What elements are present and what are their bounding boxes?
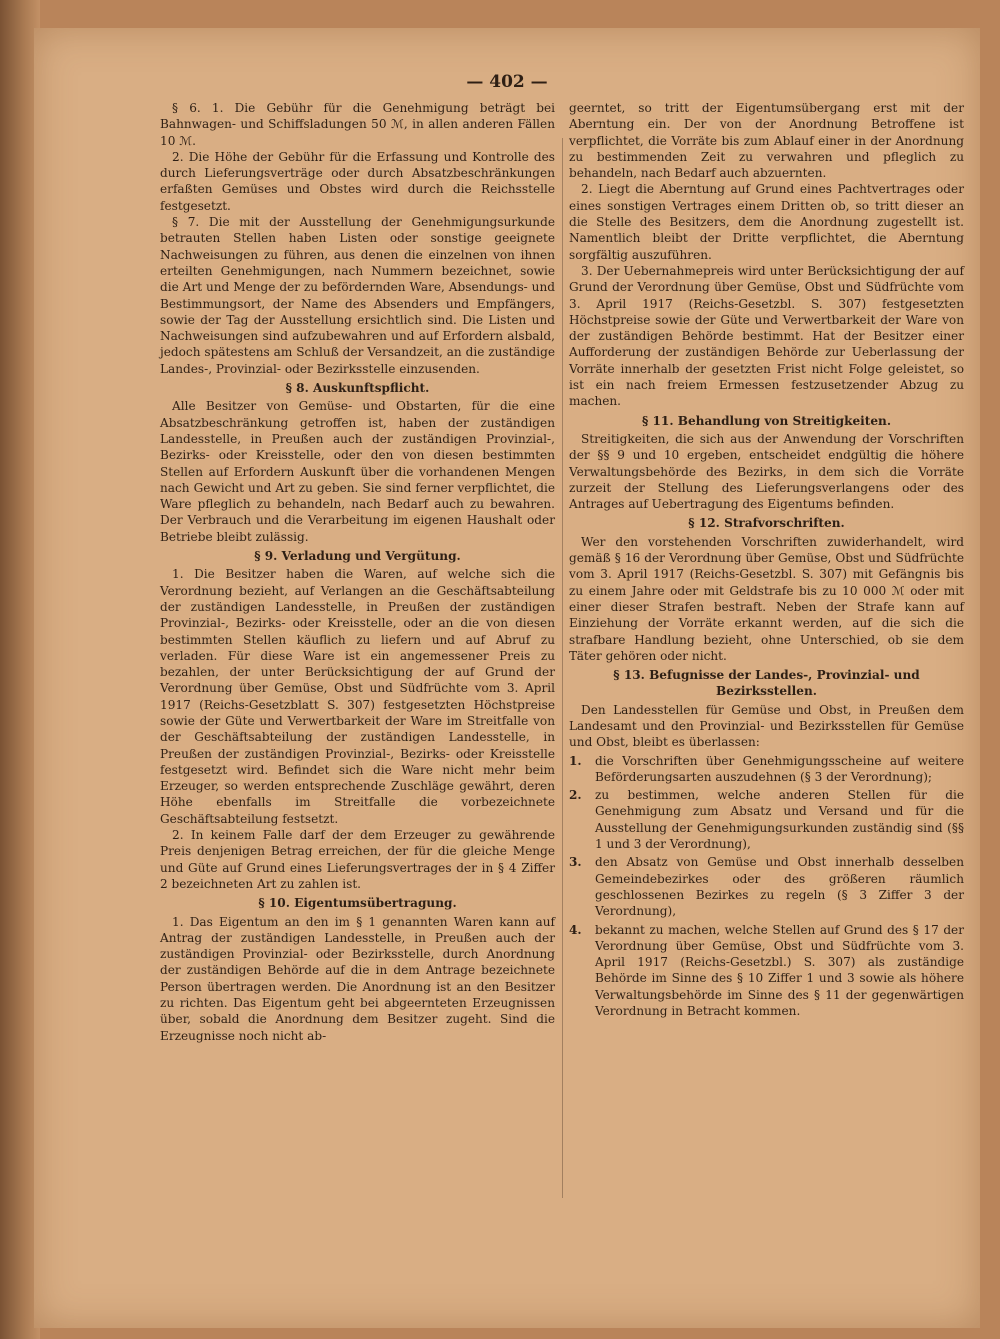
list-item-text: den Absatz von Gemüse und Obst innerhalb desselben Gemeindebezirkes oder des größeren räumlich geschlossenen Bezirkes zu regeln (§ 3 Ziffer 3 der Verordnung), [595,855,964,919]
list-item-number: 4. [569,922,582,937]
left-column [160,100,555,1044]
column-divider [562,138,563,1198]
paragraph-s9-1: 1. Die Besitzer haben die Waren, auf welche sich die Verordnung bezieht, auf Verlangen an die Geschäftsabteilung der zuständigen Landesstelle, in Preußen der zuständigen Provinzial-, Bezirks- oder Kreisstelle, oder an die von diesen bestimmten Stellen käuflich zu liefern und auf Abruf zu verladen. Für diese Ware ist ein angemessener Preis zu bezahlen, der unter Berücksichtigung der auf Grund der Verordnung über Gemüse, Obst und Südfrüchte vom 3. April 1917 (Reichs-Gesetzblatt S. 307) festgesetzten Höchstpreise sowie der Güte und Verwertbarkeit der Ware im Streitfalle von der Geschäftsabteilung der zuständigen Landesstelle, in Preußen der zuständigen Provinzial-, Bezirks- oder Kreisstelle festgesetzt wird. Befindet sich die Ware nicht mehr beim Erzeuger, so werden entsprechende Zuschläge gewährt, deren Höhe ebenfalls im Streitfalle die vorbezeichnete Geschäftsabteilung festsetzt. [160,567,555,826]
paragraph-s7: § 7. Die mit der Ausstellung der Genehmigungsurkunde betrauten Stellen haben Listen oder sonstige geeignete Nachweisungen zu führen, aus denen die einzelnen von ihnen erteilten Genehmigungen, nach Nummern bezeichnet, sowie die Art und Menge der zu befördernden Ware, Absendungs- und Bestimmungsort, der Name des Absenders und Empfängers, sowie der Tag der Ausstellung ersichtlich sind. Die Listen und Nachweisungen sind aufzubewahren und auf Erfordern alsbald, jedoch spätestens am Schluß der Versandzeit, an die zuständige Landes-, Provinzial- oder Bezirksstelle einzusenden. [160,215,555,376]
list-item-text: zu bestimmen, welche anderen Stellen für die Genehmigung zum Absatz und Versand und für die Ausstellung der Genehmigungsurkunden zuständig sind (§§ 1 und 3 der Verordnung), [595,788,964,852]
list-item-number: 1. [569,753,582,768]
paragraph-s10-2: 2. Liegt die Aberntung auf Grund eines Pachtvertrages oder eines sonstigen Vertrages einem Dritten ob, so tritt dieser an die Stelle des Besitzers, dem die Anordnung zugestellt ist. Namentlich bleibt der Dritte verpflichtet, die Aberntung sorgfältig auszuführen. [569,182,964,262]
list-item [569,787,964,852]
paragraph-s11: Streitigkeiten, die sich aus der Anwendung der Vorschriften der §§ 9 und 10 ergeben, entscheidet endgültig die höhere Verwaltungsbehörde des Bezirks, in dem sich die Vorräte zurzeit der Stellung des Lieferungsverlangens oder des Antrages auf Uebertragung des Eigentums befinden. [569,431,964,512]
paragraph-s6-1: § 6. 1. Die Gebühr für die Genehmigung beträgt bei Bahnwagen- und Schiffsladungen 50 ℳ, in allen anderen Fällen 10 ℳ. [160,101,555,148]
document-page [34,28,980,1328]
list-item [569,753,964,786]
paragraph-s13: Den Landesstellen für Gemüse und Obst, in Preußen dem Landesamt und den Provinzial- und Bezirksstellen für Gemüse und Obst, bleibt es überlassen: [569,702,964,750]
list-item [569,854,964,919]
list-item [569,922,964,1020]
heading-s12: § 12. Strafvorschriften. [688,516,845,531]
paragraph-s6-2: 2. Die Höhe der Gebühr für die Erfassung und Kontrolle des durch Lieferungsverträge oder durch Absatzbeschränkungen erfaßten Gemüses und Obstes wird durch die Reichsstelle festgesetzt. [160,149,555,213]
page-number: — 402 — [466,72,548,92]
list-item-number: 3. [569,855,582,870]
paragraph-s12: Wer den vorstehenden Vorschriften zuwiderhandelt, wird gemäß § 16 der Verordnung über Gemüse, Obst und Südfrüchte vom 3. April 1917 (Reichs-Gesetzbl. S. 307) mit Gefängnis bis zu einem Jahre oder mit Geldstrafe bis zu 10 000 ℳ oder mit einer dieser Strafen bestraft. Neben der Strafe kann auf Einziehung der Vorräte erkannt werden, auf die sich die strafbare Handlung bezieht, ohne Unterschied, ob sie dem Täter gehören oder nicht. [569,534,964,663]
paragraph-s10-1: 1. Das Eigentum an den im § 1 genannten Waren kann auf Antrag der zuständigen Landesstelle, in Preußen auch der zuständigen Provinzial- oder Bezirksstelle, durch Anordnung der zuständigen Behörde auf die in dem Antrage bezeichnete Person übertragen werden. Die Anordnung ist an den Besitzer zu richten. Das Eigentum geht bei abgeernteten Erzeugnissen über, sobald die Anordnung dem Besitzer zugeht. Sind die Erzeugnisse noch nicht ab- [160,914,555,1043]
right-column [569,100,964,1019]
heading-s11: § 11. Behandlung von Streitigkeiten. [641,413,892,428]
heading-s13: § 13. Befugnisse der Landes-, Provinzial- und Bezirksstellen. [613,668,920,699]
paragraph-s8: Alle Besitzer von Gemüse- und Obstarten, für die eine Absatzbeschränkung getroffen ist, haben der zuständigen Landesstelle, in Preußen auch der zuständigen Provinzial-, Bezirks- oder Kreisstelle, oder den von diesen bestimmten Stellen auf Erfordern Auskunft über die vorhandenen Mengen nach Gewicht und Art zu geben. Sie sind ferner verpflichtet, die Ware pfleglich zu behandeln, nach Bedarf auch zu bewahren. Der Verbrauch und die Verarbeitung im eigenen Haushalt oder Betriebe bleibt zulässig. [160,399,555,544]
heading-s8: § 8. Auskunftspflicht. [285,381,430,396]
heading-s9: § 9. Verladung und Vergütung. [254,549,461,564]
paragraph-s10-1-cont: geerntet, so tritt der Eigentumsübergang erst mit der Aberntung ein. Der von der Anordnung Betroffene ist verpflichtet, die Vorräte bis zum Ablauf einer in der Anordnung zu bestimmenden Zeit zu verwahren und pfleglich zu behandeln, nach Bedarf auch abzuernten. [569,101,964,181]
heading-s10: § 10. Eigentumsübertragung. [258,896,457,911]
paragraph-s10-3: 3. Der Uebernahmepreis wird unter Berücksichtigung der auf Grund der Verordnung über Gemüse, Obst und Südfrüchte vom 3. April 1917 (Reichs-Gesetzbl. S. 307) festgesetzten Höchstpreise sowie der Güte und Verwertbarkeit der Ware von der zuständigen Behörde bestimmt. Hat der Besitzer einer Aufforderung der zuständigen Behörde zur Ueberlassung der Vorräte innerhalb der gesetzten Frist nicht Folge geleistet, so ist ein nach freiem Ermessen festzusetzender Abzug zu machen. [569,263,964,409]
list-item-number: 2. [569,788,582,803]
list-item-text: die Vorschriften über Genehmigungsscheine auf weitere Beförderungsarten auszudehnen (§ 3 der Verordnung); [595,753,964,784]
list-item-text: bekannt zu machen, welche Stellen auf Grund des § 17 der Verordnung über Gemüse, Obst und Südfrüchte vom 3. April 1917 (Reichs-Gesetzbl.) S. 307) als zuständige Behörde im Sinne des § 10 Ziffer 1 und 3 sowie als höhere Verwaltungsbehörde im Sinne des § 11 der gegenwärtigen Verordnung in Betracht kommen. [595,922,964,1019]
s13-list [569,753,964,1020]
paragraph-s9-2: 2. In keinem Falle darf der dem Erzeuger zu gewährende Preis denjenigen Betrag erreichen, der für die gleiche Menge und Güte auf Grund eines Lieferungsvertrages der in § 4 Ziffer 2 bezeichneten Art zu zahlen ist. [160,828,555,891]
